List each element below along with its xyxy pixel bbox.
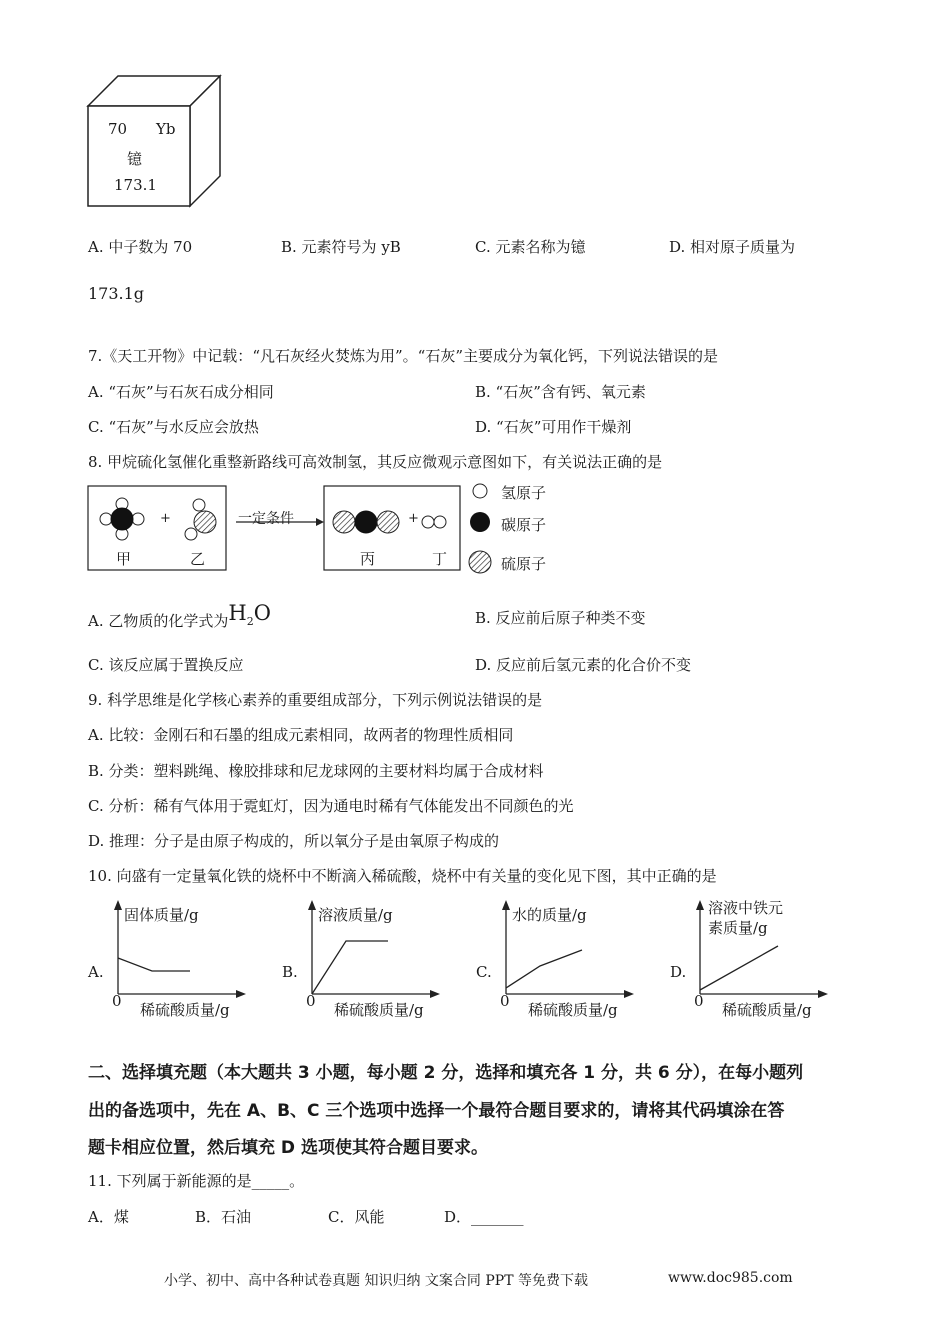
q8-option-d: D. 反应前后氢元素的化合价不变 bbox=[475, 656, 692, 674]
q11-stem: 11. 下列属于新能源的是_____。 bbox=[88, 1172, 305, 1190]
q9-stem: 9. 科学思维是化学核心素养的重要组成部分，下列示例说法错误的是 bbox=[88, 691, 543, 709]
q9-option-b: B. 分类：塑料跳绳、橡胶排球和尼龙球网的主要材料均属于合成材料 bbox=[88, 762, 544, 780]
q8-stem: 8. 甲烷硫化氢催化重整新路线可高效制氢，其反应微观示意图如下，有关说法正确的是 bbox=[88, 453, 663, 471]
q8-label-ding: 丁 bbox=[432, 550, 448, 568]
q8-plus-left: + bbox=[160, 511, 171, 526]
q10-graph-d-origin: 0 bbox=[694, 992, 704, 1010]
q8-condition: 一定条件 bbox=[238, 511, 294, 527]
q8-reaction-diagram bbox=[86, 478, 566, 578]
q10-stem: 10. 向盛有一定量氧化铁的烧杯中不断滴入稀硫酸，烧杯中有关量的变化见下图，其中正确的是 bbox=[88, 867, 717, 885]
section2-heading-line3: 题卡相应位置，然后填充 D 选项使其符合题目要求。 bbox=[88, 1138, 488, 1158]
q10-graph-c-option: C. bbox=[476, 963, 492, 981]
q8-label-yi: 乙 bbox=[190, 550, 206, 568]
q10-graph-c-origin: 0 bbox=[500, 992, 510, 1010]
q10-graph-b-xlabel: 稀硫酸质量/g bbox=[334, 1001, 424, 1019]
q10-graph-b-origin: 0 bbox=[306, 992, 316, 1010]
q10-graph-b-option: B. bbox=[282, 963, 298, 981]
q8-option-a bbox=[88, 601, 271, 634]
q10-graph-a-xlabel: 稀硫酸质量/g bbox=[140, 1001, 230, 1019]
q7-stem: 7.《天工开物》中记载：“凡石灰经火焚炼为用”。“石灰”主要成分为氧化钙，下列说法错误的是 bbox=[88, 347, 718, 365]
q10-graph-a-ylabel: 固体质量/g bbox=[124, 906, 199, 924]
q8-option-b: B. 反应前后原子种类不变 bbox=[475, 609, 646, 627]
element-atomic-number: 70 bbox=[108, 120, 128, 138]
q8-formula bbox=[228, 601, 271, 629]
q10-graph-a-option: A. bbox=[88, 963, 104, 981]
q7-option-b: B. “石灰”含有钙、氧元素 bbox=[475, 383, 646, 401]
q10-graph-b-ylabel: 溶液质量/g bbox=[318, 906, 393, 924]
q10-graph-d-option: D. bbox=[670, 963, 687, 981]
q8-legend-carbon: 碳原子 bbox=[501, 516, 547, 534]
q8-formula-sub: 2 bbox=[246, 615, 254, 629]
q8-plus-right: + bbox=[408, 511, 419, 526]
q6-option-b: B. 元素符号为 yB bbox=[281, 238, 401, 256]
q8-option-c: C. 该反应属于置换反应 bbox=[88, 656, 244, 674]
q8-label-bing: 丙 bbox=[360, 550, 376, 568]
q11-option-c: C．风能 bbox=[328, 1208, 385, 1226]
q10-graph-d-xlabel: 稀硫酸质量/g bbox=[722, 1001, 812, 1019]
q7-option-d: D. “石灰”可用作干燥剂 bbox=[475, 418, 632, 436]
q8-formula-o: O bbox=[253, 601, 271, 625]
q6-option-d-cont: 173.1g bbox=[88, 284, 145, 303]
footer-url[interactable]: www.doc985.com bbox=[668, 1270, 793, 1286]
q8-legend-sulfur: 硫原子 bbox=[501, 555, 547, 573]
element-name: 镱 bbox=[127, 150, 143, 168]
q6-option-c: C. 元素名称为镱 bbox=[475, 238, 586, 256]
q8-label-jia: 甲 bbox=[116, 550, 132, 568]
q9-option-a: A. 比较：金刚石和石墨的组成元素相同，故两者的物理性质相同 bbox=[88, 726, 514, 744]
q8-formula-h: H bbox=[228, 601, 247, 625]
q10-graph-a-origin: 0 bbox=[112, 992, 122, 1010]
q10-graph-d-ylabel: 溶液中铁元 bbox=[708, 899, 784, 917]
q7-option-c: C. “石灰”与水反应会放热 bbox=[88, 418, 259, 436]
q6-option-a: A. 中子数为 70 bbox=[88, 238, 193, 256]
q7-option-a: A. “石灰”与石灰石成分相同 bbox=[88, 383, 274, 401]
q6-option-d: D. 相对原子质量为 bbox=[669, 238, 796, 256]
q10-graph-c-ylabel: 水的质量/g bbox=[512, 906, 587, 924]
footer-text: 小学、初中、高中各种试卷真题 知识归纳 文案合同 PPT 等免费下载 bbox=[164, 1273, 588, 1289]
q9-option-d: D. 推理：分子是由原子构成的，所以氧分子是由氧原子构成的 bbox=[88, 832, 500, 850]
q10-graph-d-ylabel2: 素质量/g bbox=[708, 919, 768, 937]
element-symbol: Yb bbox=[156, 120, 176, 138]
element-mass: 173.1 bbox=[114, 176, 157, 194]
q8-option-a-text: A. 乙物质的化学式为 bbox=[88, 612, 229, 630]
section2-heading-line1: 二、选择填充题（本大题共 3 小题，每小题 2 分，选择和填充各 1 分，共 6 分），在每小题列 bbox=[88, 1063, 804, 1083]
q11-option-b: B．石油 bbox=[195, 1208, 252, 1226]
section2-heading-line2: 出的备选项中，先在 A、B、C 三个选项中选择一个最符合题目要求的，请将其代码填涂在答 bbox=[88, 1101, 785, 1121]
q11-option-d: D．_______ bbox=[444, 1208, 524, 1226]
q10-graph-c-xlabel: 稀硫酸质量/g bbox=[528, 1001, 618, 1019]
q8-legend-hydrogen: 氢原子 bbox=[501, 484, 547, 502]
q11-option-a: A．煤 bbox=[88, 1208, 129, 1226]
q9-option-c: C. 分析：稀有气体用于霓虹灯，因为通电时稀有气体能发出不同颜色的光 bbox=[88, 797, 574, 815]
